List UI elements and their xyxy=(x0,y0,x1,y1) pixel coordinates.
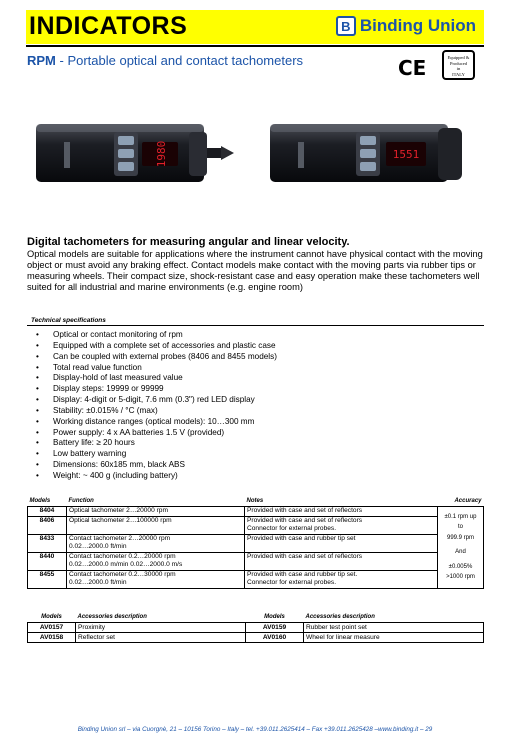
product-description: - Portable optical and contact tachometers xyxy=(55,53,304,68)
notes-text: Provided with case and set of reflectors xyxy=(247,516,363,524)
function-cell xyxy=(67,534,245,552)
column-header-models: Models xyxy=(28,497,67,506)
table-row xyxy=(28,506,484,516)
spec-item: • Equipped with a complete set of accessories and plastic case xyxy=(36,341,456,352)
function-cell xyxy=(67,570,245,588)
spec-item: • Battery life: ≥ 20 hours xyxy=(36,438,456,449)
brand-logo xyxy=(336,16,476,36)
optical-tachometer-photo xyxy=(268,118,473,190)
table-row xyxy=(28,552,484,570)
notes-text: Provided with case and rubber tip set xyxy=(247,534,356,542)
function-text: Contact tachometer 0.2…20000 rpm xyxy=(69,552,176,560)
table-row xyxy=(28,570,484,588)
accessory-description: Proximity xyxy=(76,622,246,632)
stamp-line: Produced xyxy=(450,60,467,66)
accuracy-line: >1000 rpm xyxy=(446,574,475,580)
function-cell xyxy=(67,516,245,534)
column-header-function: Function xyxy=(67,497,245,506)
notes-cell xyxy=(245,516,438,534)
intro-paragraph: Optical models are suitable for applications where the instrument cannot have physical contact with the moving object or must avoid any braking effect. Contact models make contact with the moving parts via rubber tips or measuring wheels. Their compact size, shock-resistant case and easy operation make these tachometers well suited for all industrial and marine environments (e.g. engine room) xyxy=(27,249,483,292)
ce-mark-icon: CE xyxy=(398,56,427,80)
accuracy-line: And xyxy=(455,549,466,555)
spec-item: • Stability: ±0.015% / °C (max) xyxy=(36,406,456,417)
specifications-list xyxy=(36,330,456,482)
column-header-accuracy: Accuracy xyxy=(438,497,484,506)
accuracy-line: to xyxy=(457,524,463,530)
accessory-code: AV0157 xyxy=(28,622,76,632)
model-code: 8404 xyxy=(28,506,67,516)
spec-item: • Optical or contact monitoring of rpm xyxy=(36,330,456,341)
column-header-accessories: Accessories description xyxy=(76,613,246,622)
led-display-reading: 1551 xyxy=(392,148,420,161)
notes-cell xyxy=(245,552,438,570)
column-header-notes: Notes xyxy=(245,497,438,506)
model-code: 8440 xyxy=(28,552,67,570)
column-header-models: Models xyxy=(28,613,76,622)
product-code: RPM xyxy=(27,53,56,68)
stamp-line: Equipped & xyxy=(447,55,470,60)
product-subtitle xyxy=(27,53,303,68)
function-cell xyxy=(67,506,245,516)
spec-item: • Display-hold of last measured value xyxy=(36,373,456,384)
table-header-row xyxy=(28,497,484,506)
model-code: 8406 xyxy=(28,516,67,534)
notes-text: Provided with case and rubber tip set. xyxy=(247,570,358,578)
spec-item: • Working distance ranges (optical models): 10…300 mm xyxy=(36,417,456,428)
spec-item: • Total read value function xyxy=(36,363,456,374)
accuracy-cell xyxy=(438,506,484,588)
notes-text: Provided with case and set of reflectors xyxy=(247,506,363,514)
spec-item: • Display steps: 19999 or 99999 xyxy=(36,384,456,395)
made-in-italy-stamp xyxy=(442,50,475,80)
accessory-description: Reflector set xyxy=(76,632,246,642)
spec-item: • Dimensions: 60x185 mm, black ABS xyxy=(36,460,456,471)
accuracy-line: ±0.1 rpm up xyxy=(444,513,477,520)
notes-text: Connector for external probes. xyxy=(247,524,337,532)
accuracy-line: 999.9 rpm xyxy=(446,534,474,541)
spec-item: • Weight: ~ 400 g (including battery) xyxy=(36,471,456,482)
spec-item: • Display: 4-digit or 5-digit, 7.6 mm (0.3") red LED display xyxy=(36,395,456,406)
accuracy-line: ±0.005% xyxy=(448,563,473,570)
stamp-line: ITALY xyxy=(452,71,465,77)
intro-heading: Digital tachometers for measuring angular and linear velocity. xyxy=(27,236,350,248)
table-row xyxy=(28,534,484,552)
spec-item: • Can be coupled with external probes (8406 and 8455 models) xyxy=(36,352,456,363)
function-text: Contact tachometer 2…20000 rpm xyxy=(69,534,171,542)
function-text: 0.02…2000.0 ft/min xyxy=(69,542,127,550)
table-row xyxy=(28,516,484,534)
page-footer: Binding Union srl – via Cuorgnè, 21 – 10156 Torino – Italy – tel. +39.011.2625414 – Fax +39.011.2625428 –www.binding.it – 29 xyxy=(77,726,433,733)
notes-cell xyxy=(245,506,438,516)
specifications-heading: Technical specifications xyxy=(31,317,106,324)
page-title: INDICATORS xyxy=(29,12,188,40)
function-text: Contact tachometer 0.2…30000 rpm xyxy=(69,570,176,578)
spec-item: • Power supply: 4 x AA batteries 1.5 V (provided) xyxy=(36,428,456,439)
accessory-description: Rubber test point set xyxy=(304,622,484,632)
column-header-accessories: Accessories description xyxy=(304,613,484,622)
led-display-reading: 1980 xyxy=(155,140,168,168)
accessories-table xyxy=(27,613,484,643)
table-row xyxy=(28,632,484,642)
header-bar xyxy=(26,10,484,44)
column-header-models: Models xyxy=(246,613,304,622)
notes-cell xyxy=(245,570,438,588)
model-code: 8433 xyxy=(28,534,67,552)
table-row xyxy=(28,622,484,632)
function-cell xyxy=(67,552,245,570)
specifications-divider xyxy=(27,325,484,326)
accessory-code: AV0158 xyxy=(28,632,76,642)
notes-text: Connector for external probes. xyxy=(247,578,337,586)
function-text: Optical tachometer 2…20000 rpm xyxy=(69,506,168,514)
brand-name: Binding Union xyxy=(359,16,476,35)
accessory-description: Wheel for linear measure xyxy=(304,632,484,642)
accessory-code: AV0159 xyxy=(246,622,304,632)
function-text: 0.02…2000.0 m/min 0.02…2000.0 m/s xyxy=(69,560,183,568)
models-table xyxy=(27,497,484,589)
stamp-line: in xyxy=(456,66,461,71)
function-text: Optical tachometer 2…100000 rpm xyxy=(69,516,172,524)
notes-text: Provided with case and set of reflectors xyxy=(247,552,363,560)
accessory-code: AV0160 xyxy=(246,632,304,642)
brand-logo-mark: B xyxy=(336,16,356,36)
contact-tachometer-photo xyxy=(34,118,239,190)
table-header-row xyxy=(28,613,484,622)
notes-cell xyxy=(245,534,438,552)
model-code: 8455 xyxy=(28,570,67,588)
header-divider xyxy=(26,45,484,47)
function-text: 0.02…2000.0 ft/min xyxy=(69,578,127,586)
spec-item: • Low battery warning xyxy=(36,449,456,460)
